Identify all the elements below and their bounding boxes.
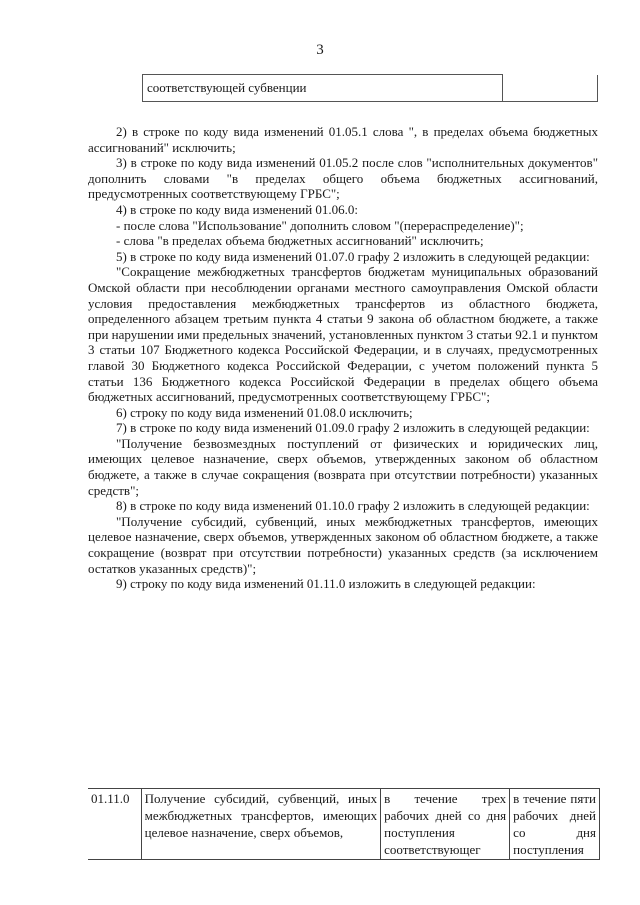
top-table-text-cell: соответствующей субвенции bbox=[143, 75, 503, 102]
paragraph: 4) в строке по коду вида изменений 01.06.0: bbox=[116, 201, 359, 217]
table-row bbox=[88, 789, 600, 860]
deadline-cell-1: в течение трех рабочих дней со дня поступления соответствующег bbox=[381, 789, 510, 860]
top-table-empty-cell-right bbox=[503, 75, 598, 102]
page-number: 3 bbox=[316, 42, 324, 58]
paragraph: "Сокращение межбюджетных трансфертов бюджетам муниципальных образований Омской области при несоблюдении органами местного самоуправления Омской области условия предоставления межбюджетных трансфертов из областного бюджета, определенного абзацем третьим пункта 4 статьи 9 закона об областном бюджете, а также при нарушении ими предельных значений, установленных пунктом 3 статьи 92.1 и пунктом 3 статьи 107 Бюджетного кодекса Российской Федерации, и в случаях, предусмотренных главой 30 Бюджетного кодекса Российской Федерации, с учетом положений пункта 5 статьи 136 Бюджетного кодекса Российской Федерации в пределах общего объема бюджетных ассигнований, предусмотренных соответствующему ГРБС"; bbox=[88, 264, 598, 405]
paragraph: 6) строку по коду вида изменений 01.08.0 исключить; bbox=[116, 404, 413, 420]
paragraph: 7) в строке по коду вида изменений 01.09.0 графу 2 изложить в следующей редакции: bbox=[116, 420, 590, 436]
paragraph: 3) в строке по коду вида изменений 01.05.2 после слов "исполнительных документов" дополнить словами "в пределах общего объема бюджетных ассигнований, предусмотренных соответствующему ГРБС"; bbox=[88, 155, 598, 202]
document-body bbox=[88, 124, 598, 592]
paragraph: 8) в строке по коду вида изменений 01.10.0 графу 2 изложить в следующей редакции: bbox=[116, 498, 590, 514]
paragraph: 2) в строке по коду вида изменений 01.05.1 слова ", в пределах объема бюджетных ассигнований" исключить; bbox=[88, 124, 598, 155]
paragraph: 5) в строке по коду вида изменений 01.07.0 графу 2 изложить в следующей редакции: bbox=[116, 248, 590, 264]
change-code-cell: 01.11.0 bbox=[88, 789, 141, 860]
paragraph: - после слова "Использование" дополнить словом "(перераспределение)"; bbox=[116, 217, 524, 233]
paragraph: 9) строку по коду вида изменений 01.11.0 изложить в следующей редакции: bbox=[116, 576, 536, 592]
paragraph: "Получение субсидий, субвенций, иных межбюджетных трансфертов, имеющих целевое назначение, сверх объемов, утвержденных законом об областном бюджете, а также сокращение (возврат при отсутствии потребности) указанных средств (за исключением остатков указанных средств)"; bbox=[88, 513, 598, 576]
top-table-fragment bbox=[88, 74, 598, 102]
paragraph: - слова "в пределах объема бюджетных ассигнований" исключить; bbox=[116, 233, 484, 249]
amendment-table bbox=[88, 788, 600, 860]
deadline-cell-2: в течение пяти рабочих дней со дня поступления bbox=[510, 789, 600, 860]
top-table-empty-cell bbox=[88, 75, 143, 102]
paragraph: "Получение безвозмездных поступлений от физических и юридических лиц, имеющих целевое назначение, сверх объемов, утвержденных законом об областном бюджете, а также в случае сокращения (возврата при отсутствии потребности) указанных средств"; bbox=[88, 435, 598, 498]
change-description-cell: Получение субсидий, субвенций, иных межбюджетных трансфертов, имеющих целевое назначение, сверх объемов, bbox=[141, 789, 380, 860]
